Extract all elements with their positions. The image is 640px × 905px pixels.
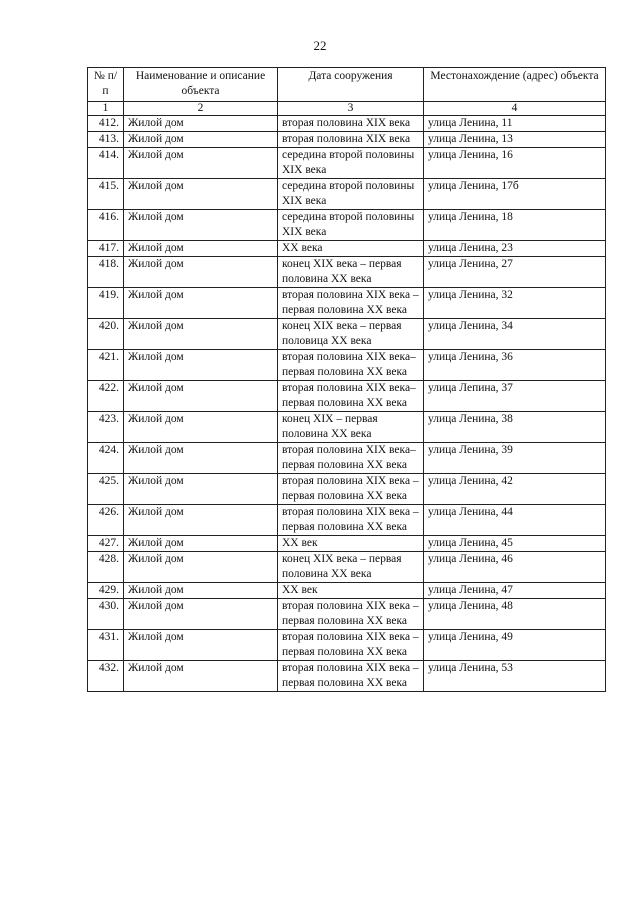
row-number: 423. [88,412,124,443]
object-address: улица Ленина, 27 [424,257,606,288]
row-number: 414. [88,148,124,179]
object-name: Жилой дом [124,350,278,381]
row-number: 431. [88,630,124,661]
construction-date: вторая половина XIX века – первая половина XX века [278,630,424,661]
object-address: улица Ленина, 32 [424,288,606,319]
object-address: улица Ленина, 34 [424,319,606,350]
table-row [88,288,606,319]
header-date: Дата сооружения [278,68,424,102]
table-row [88,241,606,257]
construction-date: вторая половина XIX века– первая половина XX века [278,381,424,412]
object-name: Жилой дом [124,505,278,536]
table-row [88,583,606,599]
table-row [88,381,606,412]
object-address: улица Ленина, 42 [424,474,606,505]
construction-date: конец XIX века – первая половина XX века [278,257,424,288]
table-row [88,132,606,148]
construction-date: конец XIX века – первая половина XX века [278,552,424,583]
object-name: Жилой дом [124,210,278,241]
header-name: Наименование и описание объекта [124,68,278,102]
construction-date: вторая половина XIX века – первая половина XX века [278,599,424,630]
object-name: Жилой дом [124,319,278,350]
row-number: 418. [88,257,124,288]
construction-date: вторая половина XIX века [278,132,424,148]
table-row [88,536,606,552]
construction-date: середина второй половины XIX века [278,210,424,241]
object-name: Жилой дом [124,661,278,692]
table-row [88,210,606,241]
object-name: Жилой дом [124,536,278,552]
header-address: Местонахождение (адрес) объекта [424,68,606,102]
table-row [88,552,606,583]
object-address: улица Ленина, 16 [424,148,606,179]
table-row [88,179,606,210]
row-number: 432. [88,661,124,692]
column-number: 3 [278,102,424,116]
table-row [88,599,606,630]
object-address: улица Ленина, 48 [424,599,606,630]
table-row [88,148,606,179]
object-address: улица Ленина, 47 [424,583,606,599]
table-row [88,116,606,132]
construction-date: XX век [278,583,424,599]
object-name: Жилой дом [124,179,278,210]
row-number: 412. [88,116,124,132]
object-address: улица Ленина, 46 [424,552,606,583]
header-num: № п/п [88,68,124,102]
construction-date: вторая половина XIX века – первая половина XX века [278,288,424,319]
construction-date: вторая половина XIX века [278,116,424,132]
column-number: 2 [124,102,278,116]
table-row [88,412,606,443]
object-name: Жилой дом [124,474,278,505]
construction-date: XX века [278,241,424,257]
object-name: Жилой дом [124,630,278,661]
construction-date: вторая половина XIX века– первая половина XX века [278,350,424,381]
row-number: 426. [88,505,124,536]
construction-date: XX век [278,536,424,552]
row-number: 427. [88,536,124,552]
object-address: улица Ленина, 23 [424,241,606,257]
object-address: улица Ленина, 11 [424,116,606,132]
object-name: Жилой дом [124,132,278,148]
construction-date: вторая половина XIX века – первая половина XX века [278,661,424,692]
row-number: 430. [88,599,124,630]
object-name: Жилой дом [124,148,278,179]
table-body [88,116,606,692]
row-number: 416. [88,210,124,241]
object-address: улица Ленина, 36 [424,350,606,381]
row-number: 417. [88,241,124,257]
table-row [88,505,606,536]
object-address: улица Ленина, 39 [424,443,606,474]
construction-date: конец XIX века – первая половица XX века [278,319,424,350]
object-name: Жилой дом [124,599,278,630]
object-address: улица Ленина, 38 [424,412,606,443]
object-name: Жилой дом [124,241,278,257]
object-name: Жилой дом [124,257,278,288]
row-number: 428. [88,552,124,583]
object-name: Жилой дом [124,552,278,583]
table-row [88,474,606,505]
row-number: 425. [88,474,124,505]
row-number: 422. [88,381,124,412]
column-number: 1 [88,102,124,116]
row-number: 413. [88,132,124,148]
object-name: Жилой дом [124,288,278,319]
object-address: улица Ленина, 17б [424,179,606,210]
construction-date: конец XIX – первая половина XX века [278,412,424,443]
construction-date: вторая половина XIX века – первая половина XX века [278,474,424,505]
construction-date: середина второй половины XIX века [278,148,424,179]
object-name: Жилой дом [124,443,278,474]
row-number: 419. [88,288,124,319]
page-number: 22 [313,38,327,53]
row-number: 415. [88,179,124,210]
object-address: улица Ленина, 53 [424,661,606,692]
object-address: улица Ленина, 49 [424,630,606,661]
object-name: Жилой дом [124,381,278,412]
object-address: улица Лепина, 37 [424,381,606,412]
construction-date: вторая половина XIX века– первая половина XX века [278,443,424,474]
row-number: 429. [88,583,124,599]
heritage-registry-table [87,67,606,692]
object-address: улица Ленина, 44 [424,505,606,536]
construction-date: середина второй половины XIX века [278,179,424,210]
object-name: Жилой дом [124,116,278,132]
row-number: 424. [88,443,124,474]
column-number-row [88,102,606,116]
object-name: Жилой дом [124,583,278,599]
table-header-row [88,68,606,102]
table-row [88,257,606,288]
row-number: 420. [88,319,124,350]
construction-date: вторая половина XIX века – первая половина XX века [278,505,424,536]
object-address: улица Ленина, 45 [424,536,606,552]
column-number: 4 [424,102,606,116]
object-address: улица Ленина, 18 [424,210,606,241]
table-row [88,350,606,381]
object-address: улица Ленина, 13 [424,132,606,148]
object-name: Жилой дом [124,412,278,443]
row-number: 421. [88,350,124,381]
table-row [88,630,606,661]
table-row [88,443,606,474]
table-row [88,319,606,350]
table-row [88,661,606,692]
